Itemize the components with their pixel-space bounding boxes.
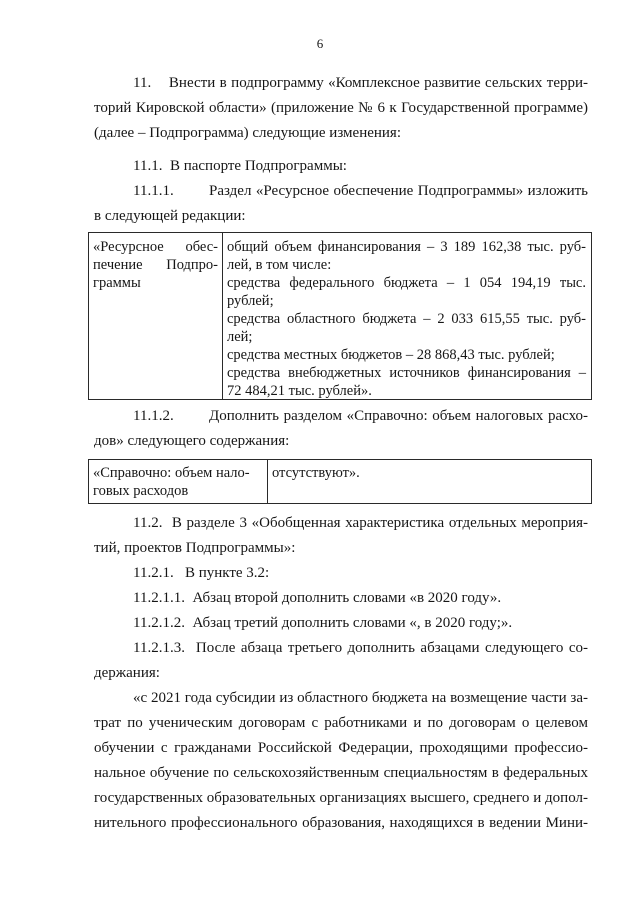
paragraph-11-line-1: 11. Внести в подпрограмму «Комплексное развитие сельских терри- xyxy=(133,75,588,91)
paragraph-11-2-1: 11.2.1. В пункте 3.2: xyxy=(133,565,270,581)
resource-table-right-line-3: средства федерального бюджета – 1 054 194,19 тыс. xyxy=(227,275,586,291)
resource-table-left-line-1: «Ресурсное обес- xyxy=(93,239,218,255)
paragraph-11-1-2-number: 11.1.2. xyxy=(133,408,174,424)
resource-table xyxy=(88,232,592,400)
paragraph-11-1-2-line-1: Дополнить разделом «Справочно: объем налоговых расхо- xyxy=(209,408,588,424)
paragraph-11-1-1-line-2: в следующей редакции: xyxy=(94,208,246,224)
resource-table-right-line-7: средства местных бюджетов – 28 868,43 тыс. рублей; xyxy=(227,347,555,363)
quote-line-3: обучении с гражданами Российской Федерации, проходящими профессио- xyxy=(94,740,588,756)
tax-expenses-table-divider xyxy=(267,460,268,503)
tax-expenses-table-right-line-1: отсутствуют». xyxy=(272,465,360,481)
paragraph-11-2-1-3-line-2: держания: xyxy=(94,665,160,681)
resource-table-right-line-6: лей; xyxy=(227,329,253,345)
resource-table-right-line-4: рублей; xyxy=(227,293,274,309)
resource-table-right-line-1: общий объем финансирования – 3 189 162,38 тыс. руб- xyxy=(227,239,586,255)
page-number: 6 xyxy=(316,36,324,51)
paragraph-11-line-2: торий Кировской области» (приложение № 6 к Государственной программе) xyxy=(94,100,588,116)
quote-line-2: трат по ученическим договорам с работниками и по договорам о целевом xyxy=(94,715,588,731)
paragraph-11-2-1-1: 11.2.1.1. Абзац второй дополнить словами «в 2020 году». xyxy=(133,590,502,606)
quote-line-4: нальное обучение по сельскохозяйственным специальностям в федеральных xyxy=(94,765,588,781)
tax-expenses-table-left-line-2: говых расходов xyxy=(93,483,189,499)
resource-table-left-line-3: граммы xyxy=(93,275,141,291)
paragraph-11-1-1-line-1: Раздел «Ресурсное обеспечение Подпрограммы» изложить xyxy=(209,183,588,199)
resource-table-right-line-8: средства внебюджетных источников финансирования – xyxy=(227,365,586,381)
quote-line-1: «с 2021 года субсидии из областного бюджета на возмещение части за- xyxy=(133,690,588,706)
paragraph-11-1-2-line-2: дов» следующего содержания: xyxy=(94,433,290,449)
paragraph-11-line-3: (далее – Подпрограмма) следующие изменения: xyxy=(94,125,401,141)
quote-line-6: нительного профессионального образования, находящихся в ведении Мини- xyxy=(94,815,588,831)
tax-expenses-table-left-line-1: «Справочно: объем нало- xyxy=(93,465,250,481)
resource-table-right-line-5: средства областного бюджета – 2 033 615,55 тыс. руб- xyxy=(227,311,586,327)
resource-table-right-line-2: лей, в том числе: xyxy=(227,257,332,273)
resource-table-divider xyxy=(222,233,223,399)
resource-table-right-line-9: 72 484,21 тыс. рублей». xyxy=(227,383,372,399)
quote-line-5: государственных образовательных организациях высшего, среднего и допол- xyxy=(94,790,588,806)
paragraph-11-1: 11.1. В паспорте Подпрограммы: xyxy=(133,158,347,174)
tax-expenses-table xyxy=(88,459,592,504)
paragraph-11-2-line-2: тий, проектов Подпрограммы»: xyxy=(94,540,296,556)
paragraph-11-2-line-1: 11.2. В разделе 3 «Обобщенная характеристика отдельных мероприя- xyxy=(133,515,588,531)
paragraph-11-2-1-2: 11.2.1.2. Абзац третий дополнить словами «, в 2020 году;». xyxy=(133,615,513,631)
resource-table-left-line-2: печение Подпро- xyxy=(93,257,218,273)
paragraph-11-1-1-number: 11.1.1. xyxy=(133,183,174,199)
paragraph-11-2-1-3-line-1: 11.2.1.3. После абзаца третьего дополнить абзацами следующего со- xyxy=(133,640,588,656)
